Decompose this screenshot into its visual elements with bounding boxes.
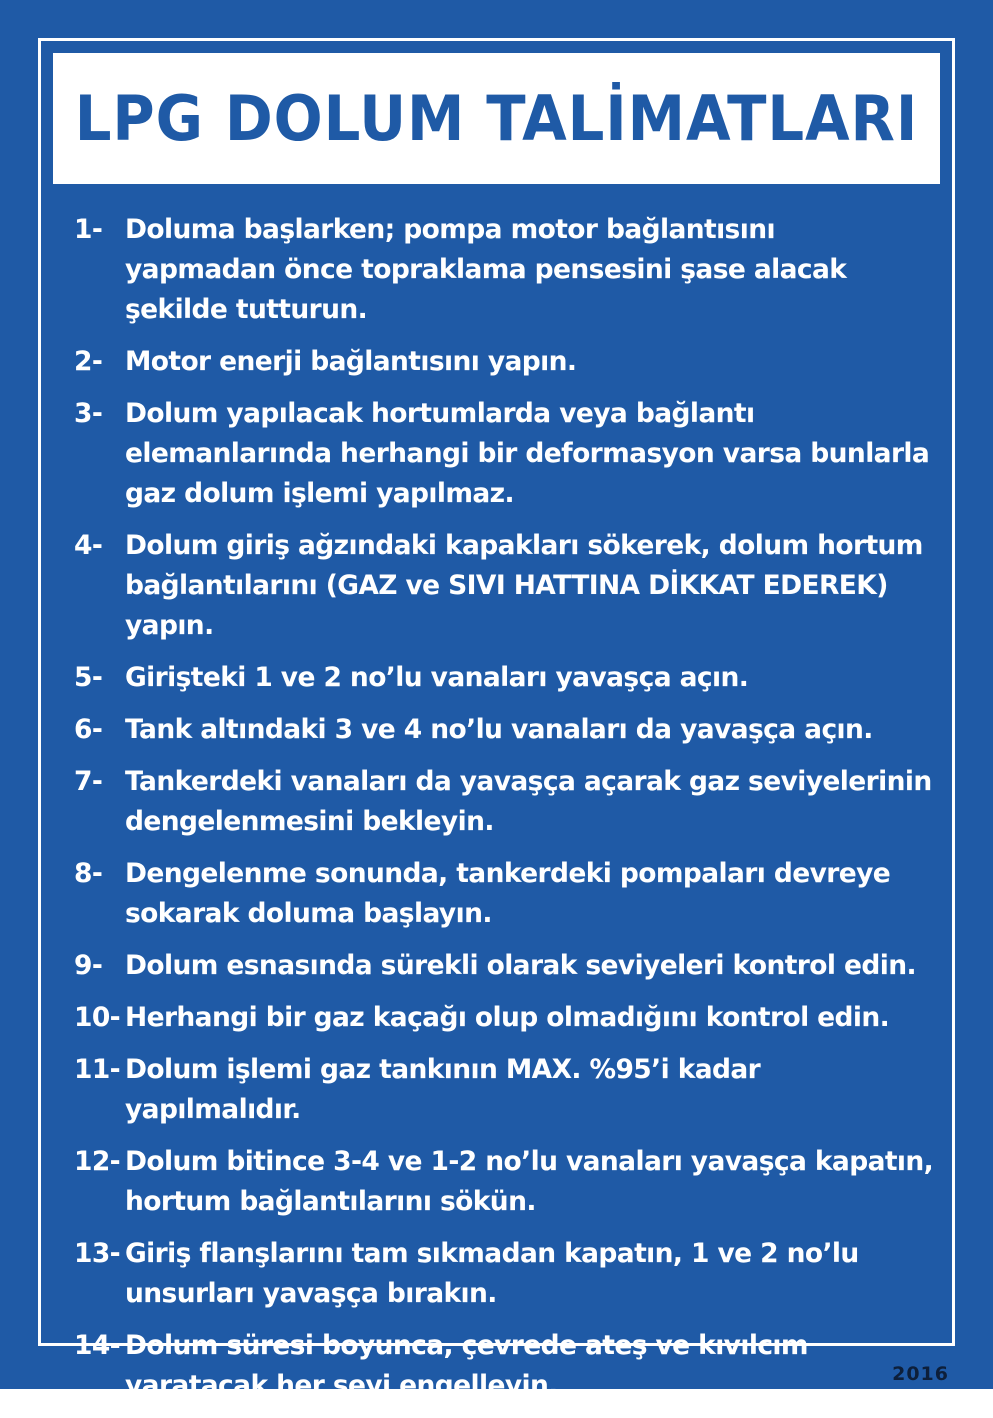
instruction-text: Dolum yapılacak hortumlarda veya bağlantı elemanlarında herhangi bir deformasyon varsa bunlarla gaz dolum işlemi yapılmaz. xyxy=(125,398,930,509)
instruction-item xyxy=(74,526,934,646)
instruction-number: 2- xyxy=(74,346,103,377)
instruction-text: Giriş flanşlarını tam sıkmadan kapatın, 1 ve 2 no’lu unsurları yavaşça bırakın. xyxy=(125,1238,859,1309)
instruction-text: Motor enerji bağlantısını yapın. xyxy=(125,346,577,377)
instruction-text: Dolum esnasında sürekli olarak seviyeleri kontrol edin. xyxy=(125,950,916,981)
instruction-item xyxy=(74,658,934,698)
instruction-number: 8- xyxy=(74,858,103,889)
instruction-number: 1- xyxy=(74,214,103,245)
instruction-number: 3- xyxy=(74,398,103,429)
instruction-item xyxy=(74,710,934,750)
instruction-number: 9- xyxy=(74,950,103,981)
instruction-item xyxy=(74,394,934,514)
instruction-item xyxy=(74,210,934,330)
instruction-item xyxy=(74,1050,934,1130)
instruction-text: Dolum işlemi gaz tankının MAX. %95’i kadar yapılmalıdır. xyxy=(125,1054,761,1125)
instruction-text: Herhangi bir gaz kaçağı olup olmadığını kontrol edin. xyxy=(125,1002,890,1033)
instruction-number: 12- xyxy=(74,1146,121,1177)
instruction-text: Tank altındaki 3 ve 4 no’lu vanaları da yavaşça açın. xyxy=(125,714,873,745)
instruction-number: 10- xyxy=(74,1002,121,1033)
title-box xyxy=(53,53,940,184)
instruction-item xyxy=(74,342,934,382)
instruction-item xyxy=(74,946,934,986)
instruction-number: 7- xyxy=(74,766,103,797)
instruction-text: Dengelenme sonunda, tankerdeki pompaları devreye sokarak doluma başlayın. xyxy=(125,858,891,929)
instruction-item xyxy=(74,1234,934,1314)
instruction-text: Tankerdeki vanaları da yavaşça açarak gaz seviyelerinin dengelenmesini bekleyin. xyxy=(125,766,932,837)
instruction-text: Dolum bitince 3-4 ve 1-2 no’lu vanaları yavaşça kapatın, hortum bağlantılarını sökün. xyxy=(125,1146,934,1217)
instruction-text: Doluma başlarken; pompa motor bağlantısını yapmadan önce topraklama pensesini şase alacak şekilde tutturun. xyxy=(125,214,847,325)
instruction-item xyxy=(74,998,934,1038)
instruction-number: 11- xyxy=(74,1054,121,1085)
sign-title: LPG DOLUM TALİMATLARI xyxy=(74,82,919,155)
instruction-number: 14- xyxy=(74,1330,121,1361)
instruction-text: Girişteki 1 ve 2 no’lu vanaları yavaşça açın. xyxy=(125,662,749,693)
instruction-number: 4- xyxy=(74,530,103,561)
instruction-number: 6- xyxy=(74,714,103,745)
instruction-item xyxy=(74,1326,934,1406)
instruction-item xyxy=(74,762,934,842)
instruction-item xyxy=(74,1142,934,1222)
instruction-text: Dolum giriş ağzındaki kapakları sökerek, dolum hortum bağlantılarını (GAZ ve SIVI HATTINA DİKKAT EDEREK) yapın. xyxy=(125,530,923,641)
instruction-number: 5- xyxy=(74,662,103,693)
instruction-item xyxy=(74,854,934,934)
instruction-list xyxy=(74,210,934,1418)
sign-code: 2016 xyxy=(892,1363,949,1385)
instruction-text: Dolum süresi boyunca, çevrede ateş ve kıvılcım yaratacak her şeyi engelleyin. xyxy=(125,1330,808,1401)
instruction-number: 13- xyxy=(74,1238,121,1269)
